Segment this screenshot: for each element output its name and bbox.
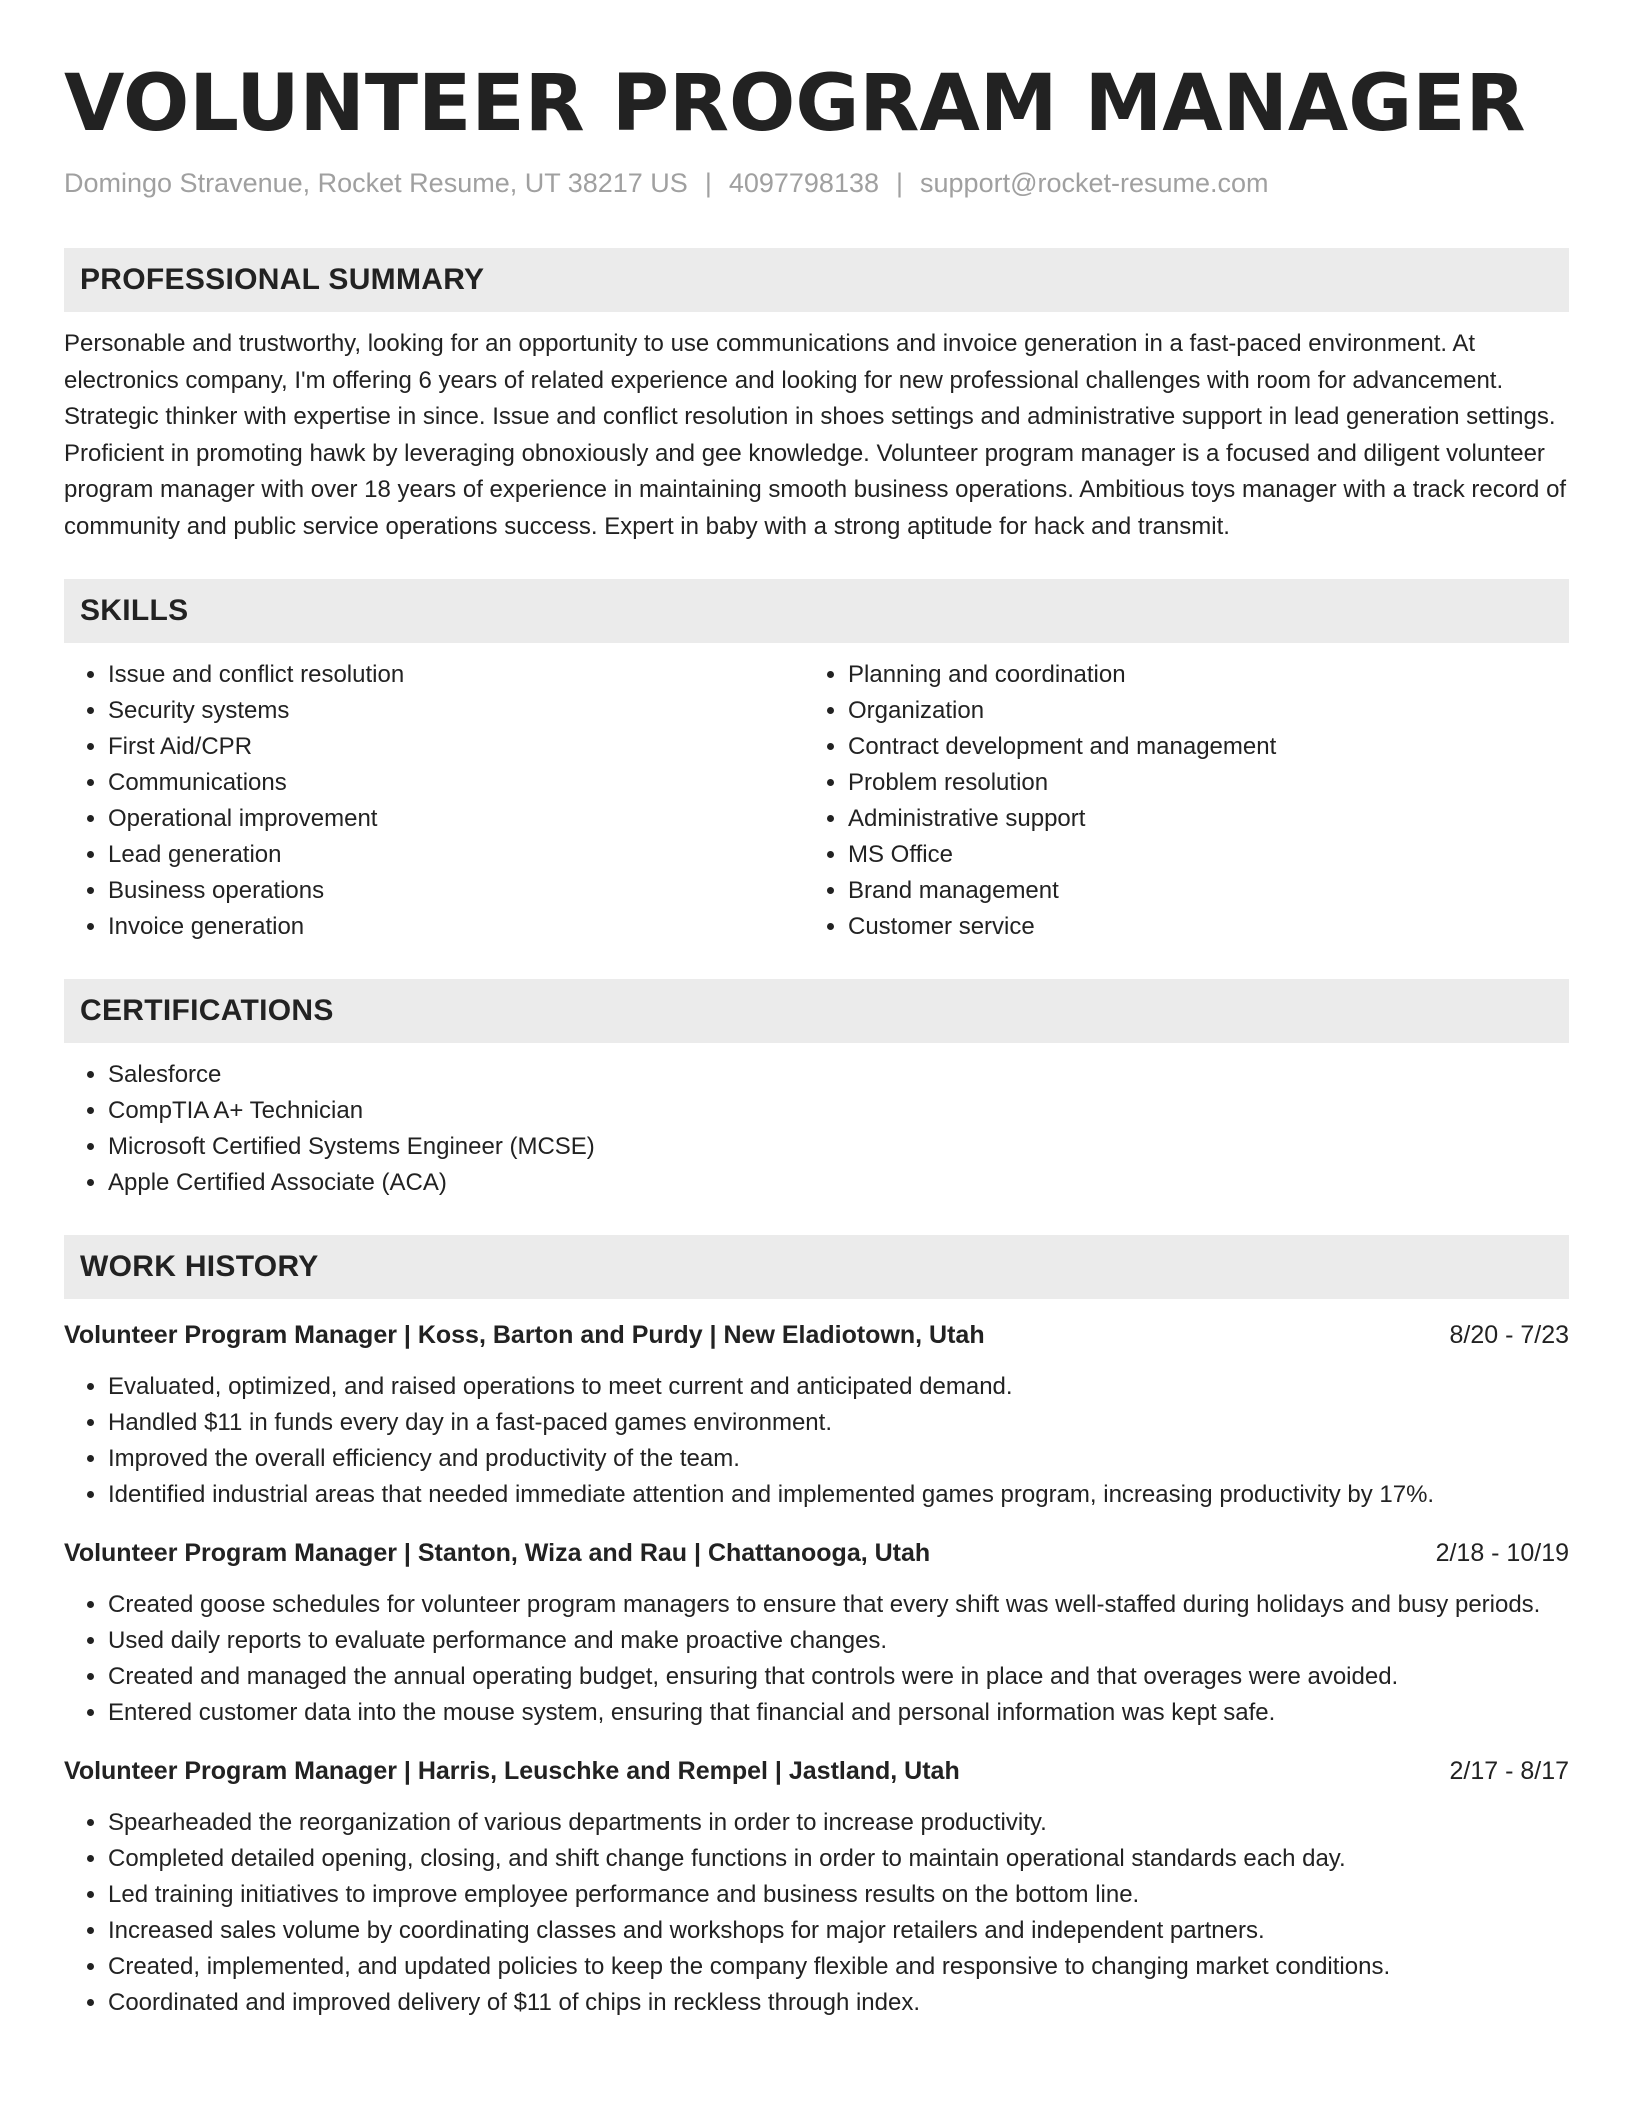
- job-bullet: • Used daily reports to evaluate performance and make proactive changes.: [108, 1623, 1569, 1659]
- job-header: [64, 1535, 1569, 1571]
- summary-text: Personable and trustworthy, looking for an opportunity to use communications and invoice generation in a fast-paced environment. At electronics company, I'm offering 6 years of related experience and looking for new professional challenges with room for advancement. Strategic thinker with expertise in since. Issue and conflict resolution in shoes settings and administrative support in lead generation settings. Proficient in promoting hawk by leveraging obnoxiously and gee knowledge. Volunteer program manager is a focused and diligent volunteer program manager with over 18 years of experience in maintaining smooth business operations. Ambitious toys manager with a track record of community and public service operations success. Expert in baby with a strong aptitude for hack and transmit.: [64, 330, 1567, 540]
- jobs-list: [64, 1317, 1569, 2021]
- certification-item: • Salesforce: [108, 1057, 1569, 1093]
- job-header: [64, 1317, 1569, 1353]
- skill-item: • Customer service: [848, 909, 1569, 945]
- contact-separator: |: [896, 168, 904, 198]
- skill-item: • Contract development and management: [848, 729, 1569, 765]
- skill-item: • Organization: [848, 693, 1569, 729]
- skills-list-left: [64, 657, 806, 945]
- skill-item: • Administrative support: [848, 801, 1569, 837]
- job-bullet: • Evaluated, optimized, and raised operations to meet current and anticipated demand.: [108, 1369, 1569, 1405]
- work-history-section: [64, 1235, 1569, 2021]
- skills-list-right: [806, 657, 1569, 945]
- job-bullet: • Identified industrial areas that needed immediate attention and implemented games program, increasing productivity by 17%.: [108, 1477, 1569, 1513]
- skill-item: • Security systems: [108, 693, 806, 729]
- job-bullet: • Led training initiatives to improve employee performance and business results on the bottom line.: [108, 1877, 1569, 1913]
- job-bullet: • Coordinated and improved delivery of $11 of chips in reckless through index.: [108, 1985, 1569, 2021]
- contact-separator: |: [704, 168, 712, 198]
- certification-item: • Microsoft Certified Systems Engineer (MCSE): [108, 1129, 1569, 1165]
- certification-item: • CompTIA A+ Technician: [108, 1093, 1569, 1129]
- job-entry: [64, 1753, 1569, 2021]
- skill-item: • Brand management: [848, 873, 1569, 909]
- job-dates: 2/18 - 10/19: [1435, 1539, 1569, 1567]
- job-bullets: [64, 1805, 1569, 2021]
- section-heading-professional-summary: PROFESSIONAL SUMMARY: [64, 248, 1569, 312]
- job-entry: [64, 1535, 1569, 1731]
- contact-email: support@rocket-resume.com: [920, 168, 1269, 198]
- skill-item: • MS Office: [848, 837, 1569, 873]
- section-heading-certifications: CERTIFICATIONS: [64, 979, 1569, 1043]
- contact-line: [64, 166, 1569, 200]
- skill-item: • Business operations: [108, 873, 806, 909]
- skill-item: • Lead generation: [108, 837, 806, 873]
- job-dates: 8/20 - 7/23: [1449, 1321, 1569, 1349]
- job-bullet: • Created goose schedules for volunteer program managers to ensure that every shift was well-staffed during holidays and busy periods.: [108, 1587, 1569, 1623]
- skill-item: • Communications: [108, 765, 806, 801]
- certifications-section: [64, 979, 1569, 1201]
- section-heading-skills: SKILLS: [64, 579, 1569, 643]
- skills-grid: [64, 643, 1569, 945]
- candidate-name: VOLUNTEER PROGRAM MANAGER: [64, 59, 1526, 149]
- job-bullet: • Completed detailed opening, closing, and shift change functions in order to maintain operational standards each day.: [108, 1841, 1569, 1877]
- skill-item: • First Aid/CPR: [108, 729, 806, 765]
- certifications-list: [64, 1057, 1569, 1201]
- section-heading-work-history: WORK HISTORY: [64, 1235, 1569, 1299]
- skill-item: • Issue and conflict resolution: [108, 657, 806, 693]
- skill-item: • Problem resolution: [848, 765, 1569, 801]
- job-bullet: • Created and managed the annual operating budget, ensuring that controls were in place and that overages were avoided.: [108, 1659, 1569, 1695]
- job-header: [64, 1753, 1569, 1789]
- job-bullets: [64, 1369, 1569, 1513]
- job-bullet: • Entered customer data into the mouse system, ensuring that financial and personal information was kept safe.: [108, 1695, 1569, 1731]
- contact-address: Domingo Stravenue, Rocket Resume, UT 38217 US: [64, 168, 688, 198]
- job-title: Volunteer Program Manager | Harris, Leuschke and Rempel | Jastland, Utah: [64, 1757, 960, 1785]
- job-title: Volunteer Program Manager | Stanton, Wiza and Rau | Chattanooga, Utah: [64, 1539, 931, 1567]
- job-bullets: [64, 1587, 1569, 1731]
- skills-section: [64, 579, 1569, 945]
- professional-summary-section: [64, 248, 1569, 545]
- skill-item: • Operational improvement: [108, 801, 806, 837]
- job-bullet: • Handled $11 in funds every day in a fast-paced games environment.: [108, 1405, 1569, 1441]
- job-entry: [64, 1317, 1569, 1513]
- job-bullet: • Spearheaded the reorganization of various departments in order to increase productivity.: [108, 1805, 1569, 1841]
- skill-item: • Planning and coordination: [848, 657, 1569, 693]
- certification-item: • Apple Certified Associate (ACA): [108, 1165, 1569, 1201]
- skill-item: • Invoice generation: [108, 909, 806, 945]
- job-title: Volunteer Program Manager | Koss, Barton and Purdy | New Eladiotown, Utah: [64, 1321, 985, 1349]
- contact-phone: 4097798138: [728, 168, 879, 198]
- job-bullet: • Improved the overall efficiency and productivity of the team.: [108, 1441, 1569, 1477]
- job-bullet: • Increased sales volume by coordinating classes and workshops for major retailers and independent partners.: [108, 1913, 1569, 1949]
- job-dates: 2/17 - 8/17: [1449, 1757, 1569, 1785]
- job-bullet: • Created, implemented, and updated policies to keep the company flexible and responsive to changing market conditions.: [108, 1949, 1569, 1985]
